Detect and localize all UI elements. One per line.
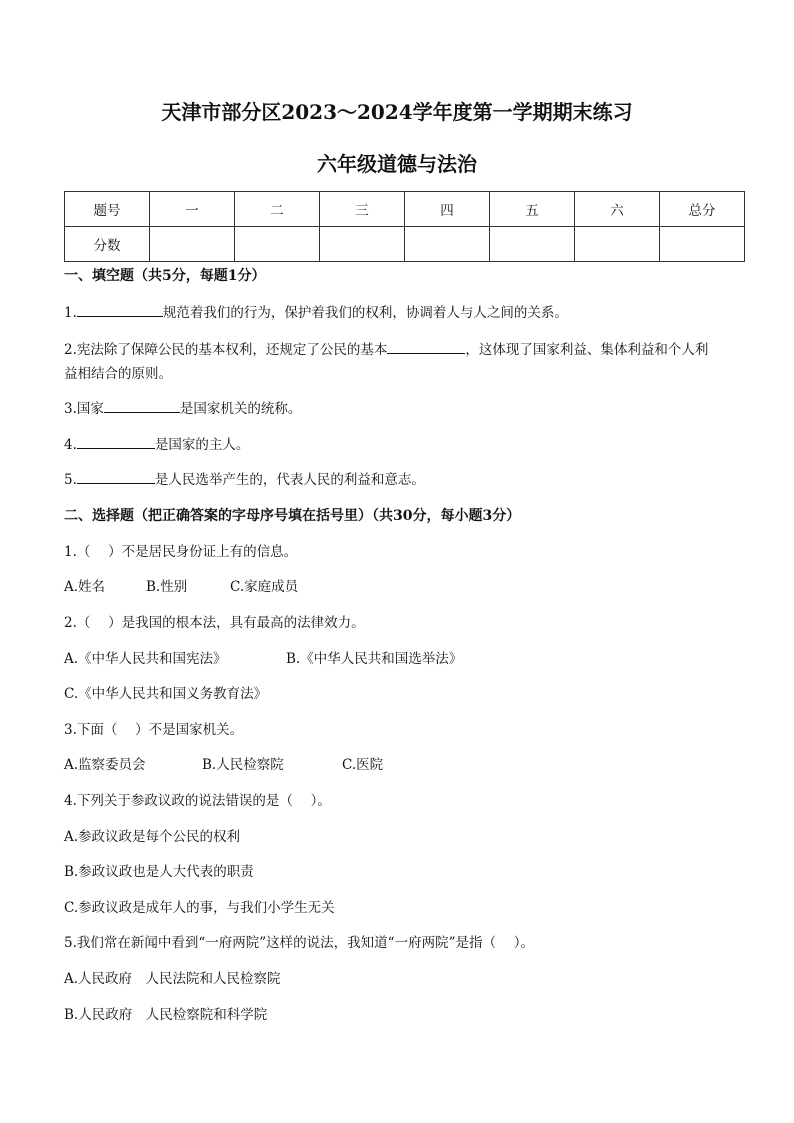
answer-blank[interactable] <box>77 470 155 484</box>
choice-question-2-options <box>64 649 462 669</box>
score-table <box>64 191 745 262</box>
question-text: 是国家的主人。 <box>154 437 250 453</box>
exam-title: 天津市部分区2023～2024学年度第一学期期末练习 <box>161 100 633 124</box>
option-a[interactable]: A.姓名 <box>64 579 106 595</box>
option-c[interactable]: C.《中华人民共和国义务教育法》 <box>64 686 268 702</box>
choice-question-1-stem: 1.（ ）不是居民身份证上有的信息。 <box>64 544 298 560</box>
option-b[interactable]: B.参政议政也是人大代表的职责 <box>64 864 254 880</box>
choice-question-4-stem: 4.下列关于参政议政的说法错误的是（ ）。 <box>64 793 331 809</box>
question-number: 1. <box>64 305 77 321</box>
score-cell[interactable] <box>575 227 660 262</box>
score-cell[interactable] <box>320 227 405 262</box>
score-header-cell: 一 <box>150 192 235 227</box>
option-a[interactable]: A.参政议政是每个公民的权利 <box>64 829 241 845</box>
question-text: 2.宪法除了保障公民的基本权利，还规定了公民的基本 <box>64 342 388 358</box>
question-text: 3.国家 <box>64 401 104 417</box>
score-row-label: 分数 <box>65 227 150 262</box>
score-header-cell: 六 <box>575 192 660 227</box>
question-text: ，这体现了国家利益、集体利益和个人利 <box>465 342 709 358</box>
score-header-cell: 五 <box>490 192 575 227</box>
answer-blank[interactable] <box>387 340 465 354</box>
fill-question-4 <box>64 435 249 455</box>
option-b[interactable]: B.《中华人民共和国选举法》 <box>286 651 463 667</box>
option-a[interactable]: A.《中华人民共和国宪法》 <box>64 651 227 667</box>
option-b[interactable]: B.人民政府 人民检察院和科学院 <box>64 1007 268 1023</box>
choice-question-3-options <box>64 755 383 775</box>
score-cell[interactable] <box>405 227 490 262</box>
score-header-cell: 四 <box>405 192 490 227</box>
fill-question-5 <box>64 470 425 490</box>
score-header-cell: 题号 <box>65 192 150 227</box>
answer-blank[interactable] <box>77 435 155 449</box>
answer-blank[interactable] <box>77 303 163 317</box>
question-text: 是人民选举产生的，代表人民的利益和意志。 <box>154 472 425 488</box>
score-header-cell: 总分 <box>660 192 745 227</box>
exam-subtitle: 六年级道德与法治 <box>317 152 477 176</box>
fill-question-2-cont: 益相结合的原则。 <box>64 366 172 382</box>
choice-question-2-stem: 2.（ ）是我国的根本法，具有最高的法律效力。 <box>64 615 365 631</box>
fill-question-1 <box>64 303 568 323</box>
option-a[interactable]: A.人民政府 人民法院和人民检察院 <box>64 971 281 987</box>
score-header-cell: 三 <box>320 192 405 227</box>
option-c[interactable]: C.医院 <box>342 757 384 773</box>
score-cell[interactable] <box>660 227 745 262</box>
score-cell[interactable] <box>490 227 575 262</box>
option-c[interactable]: C.参政议政是成年人的事，与我们小学生无关 <box>64 900 335 916</box>
section2-heading: 二、选择题（把正确答案的字母序号填在括号里）（共30分，每小题3分） <box>64 508 521 524</box>
option-b[interactable]: B.人民检察院 <box>202 757 284 773</box>
option-a[interactable]: A.监察委员会 <box>64 757 146 773</box>
option-c[interactable]: C.家庭成员 <box>230 579 299 595</box>
answer-blank[interactable] <box>104 399 180 413</box>
question-number: 5. <box>64 472 77 488</box>
section1-heading: 一、填空题（共5分，每题1分） <box>64 268 266 284</box>
option-b[interactable]: B.性别 <box>146 579 188 595</box>
question-text: 是国家机关的统称。 <box>179 401 302 417</box>
question-number: 4. <box>64 437 77 453</box>
score-cell[interactable] <box>235 227 320 262</box>
score-table-header-row <box>65 192 745 227</box>
choice-question-3-stem: 3.下面（ ）不是国家机关。 <box>64 722 244 738</box>
score-cell[interactable] <box>150 227 235 262</box>
score-table-score-row <box>65 227 745 262</box>
choice-question-1-options <box>64 577 298 597</box>
fill-question-2 <box>64 340 708 360</box>
choice-question-5-stem: 5.我们常在新闻中看到“一府两院”这样的说法，我知道“一府两院”是指（ ）。 <box>64 935 535 951</box>
fill-question-3 <box>64 399 301 419</box>
score-header-cell: 二 <box>235 192 320 227</box>
question-text: 规范着我们的行为，保护着我们的权利，协调着人与人之间的关系。 <box>162 305 568 321</box>
